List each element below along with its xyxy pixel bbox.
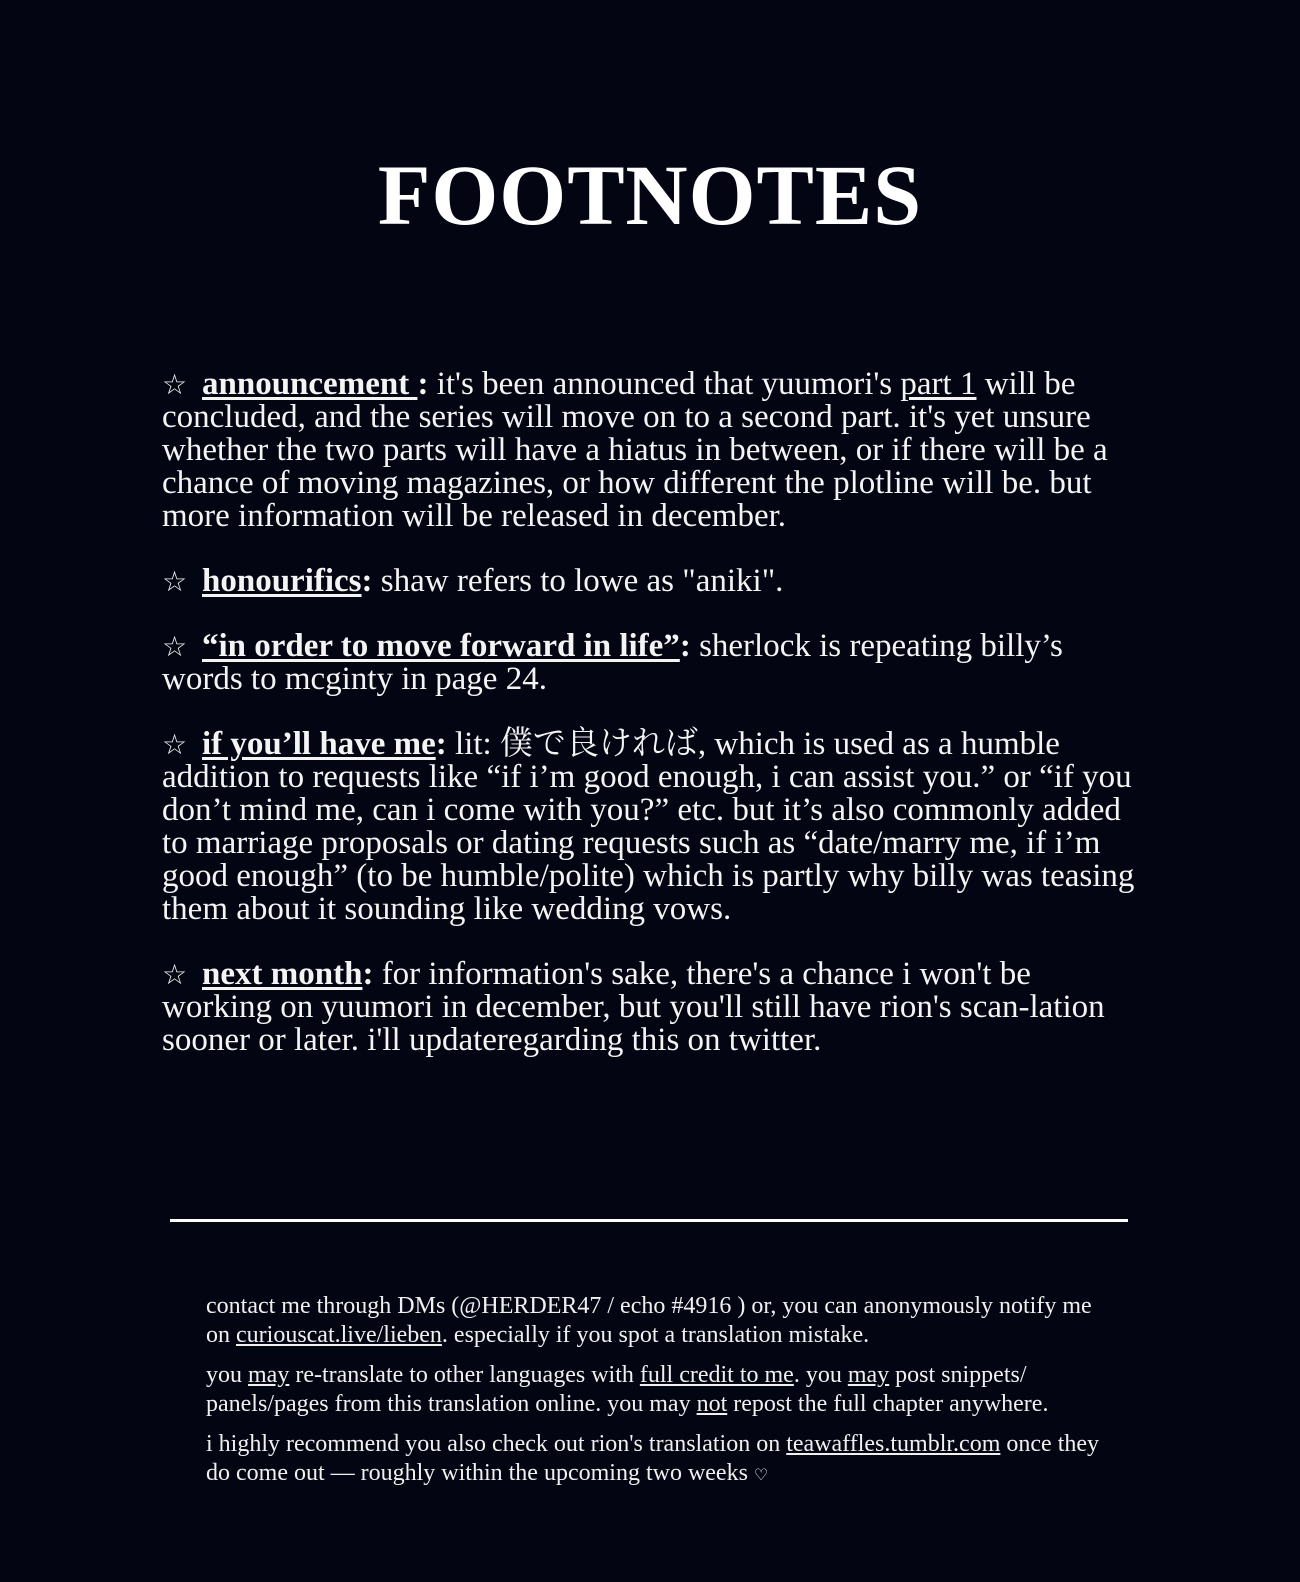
note-colon: : (361, 563, 373, 599)
star-icon: ☆ (162, 728, 188, 761)
note-underlined-text: part 1 (900, 366, 977, 402)
footer-emphasis-may: may (248, 1362, 290, 1388)
star-icon: ☆ (162, 565, 188, 598)
note-colon: : (679, 628, 691, 664)
note-announcement (162, 368, 1142, 533)
footer-permissions (206, 1361, 1106, 1419)
footer-text: repost the full chapter anywhere. (727, 1391, 1049, 1417)
note-text: shaw refers to lowe as "aniki". (372, 563, 784, 599)
heart-icon: ♡ (753, 1465, 769, 1484)
note-text: for information's sake, there's a chance i won't be working on yuumori in december, but you'll still have rion's scan-lation sooner or later. i'll updateregarding this on twitter. (162, 956, 1105, 1058)
star-icon: ☆ (162, 368, 188, 401)
footer-emphasis-may: may (847, 1362, 890, 1388)
footer-emphasis-credit: full credit to me (639, 1362, 794, 1388)
section-divider (170, 1219, 1128, 1222)
note-text: sherlock is repeating billy’s words to mcginty in page 24. (162, 628, 1063, 697)
note-term: honourifics (202, 563, 362, 599)
note-honourifics (162, 565, 1142, 598)
footer-emphasis-not: not (696, 1391, 728, 1417)
footer-contact (206, 1292, 1106, 1350)
curiouscat-link[interactable]: curiouscat.live/lieben (236, 1322, 442, 1348)
note-text: it's been announced that yuumori's (428, 366, 901, 402)
note-term: next month (202, 956, 363, 992)
note-colon: : (362, 956, 374, 992)
footer-text: re-translate to other languages with (289, 1362, 640, 1388)
note-term: “in order to move forward in life” (202, 628, 680, 664)
footer-text: . especially if you spot a translation mistake. (441, 1322, 870, 1348)
note-text: will be concluded, and the series will move on to a second part. it's yet unsure whether the two parts will have a hiatus in between, or if there will be a chance of moving magazines, or how different the plotline will be. but more information will be released in december. (162, 366, 1108, 534)
footer-text: you (206, 1362, 248, 1388)
note-colon: : (417, 366, 429, 402)
footer-text: once they do come out — roughly within the upcoming two weeks (206, 1431, 1100, 1486)
footer-recommendation (206, 1430, 1106, 1489)
footer-notes (206, 1292, 1106, 1500)
teawaffles-link[interactable]: teawaffles.tumblr.com (786, 1431, 1001, 1457)
footer-text: . you (793, 1362, 848, 1388)
note-term: if you’ll have me (202, 726, 436, 762)
page-title: FOOTNOTES (377, 147, 923, 243)
footnote-list (162, 368, 1142, 1089)
note-if-youll-have-me (162, 728, 1142, 926)
footer-text: post snippets/ panels/pages from this translation online. you may (206, 1362, 1027, 1417)
note-move-forward (162, 630, 1142, 696)
note-term: announcement (202, 366, 418, 402)
star-icon: ☆ (162, 630, 188, 663)
note-colon: : (435, 726, 447, 762)
footer-text: i highly recommend you also check out rion's translation on (206, 1431, 787, 1457)
note-next-month (162, 958, 1142, 1057)
footer-text: contact me through DMs (@HERDER47 / echo #4916 ) or, you can anonymously notify me on (206, 1293, 1092, 1348)
note-text: lit: 僕で良ければ, which is used as a humble addition to requests like “if i’m good enough, i can assist you.” or “if you don’t mind me, can i come with you?” etc. but it’s also commonly added to marriage proposals or dating requests such as “date/marry me, if i’m good enough” (to be humble/polite) which is partly why billy was teasing them about it sounding like wedding vows. (162, 726, 1135, 927)
star-icon: ☆ (162, 958, 188, 991)
